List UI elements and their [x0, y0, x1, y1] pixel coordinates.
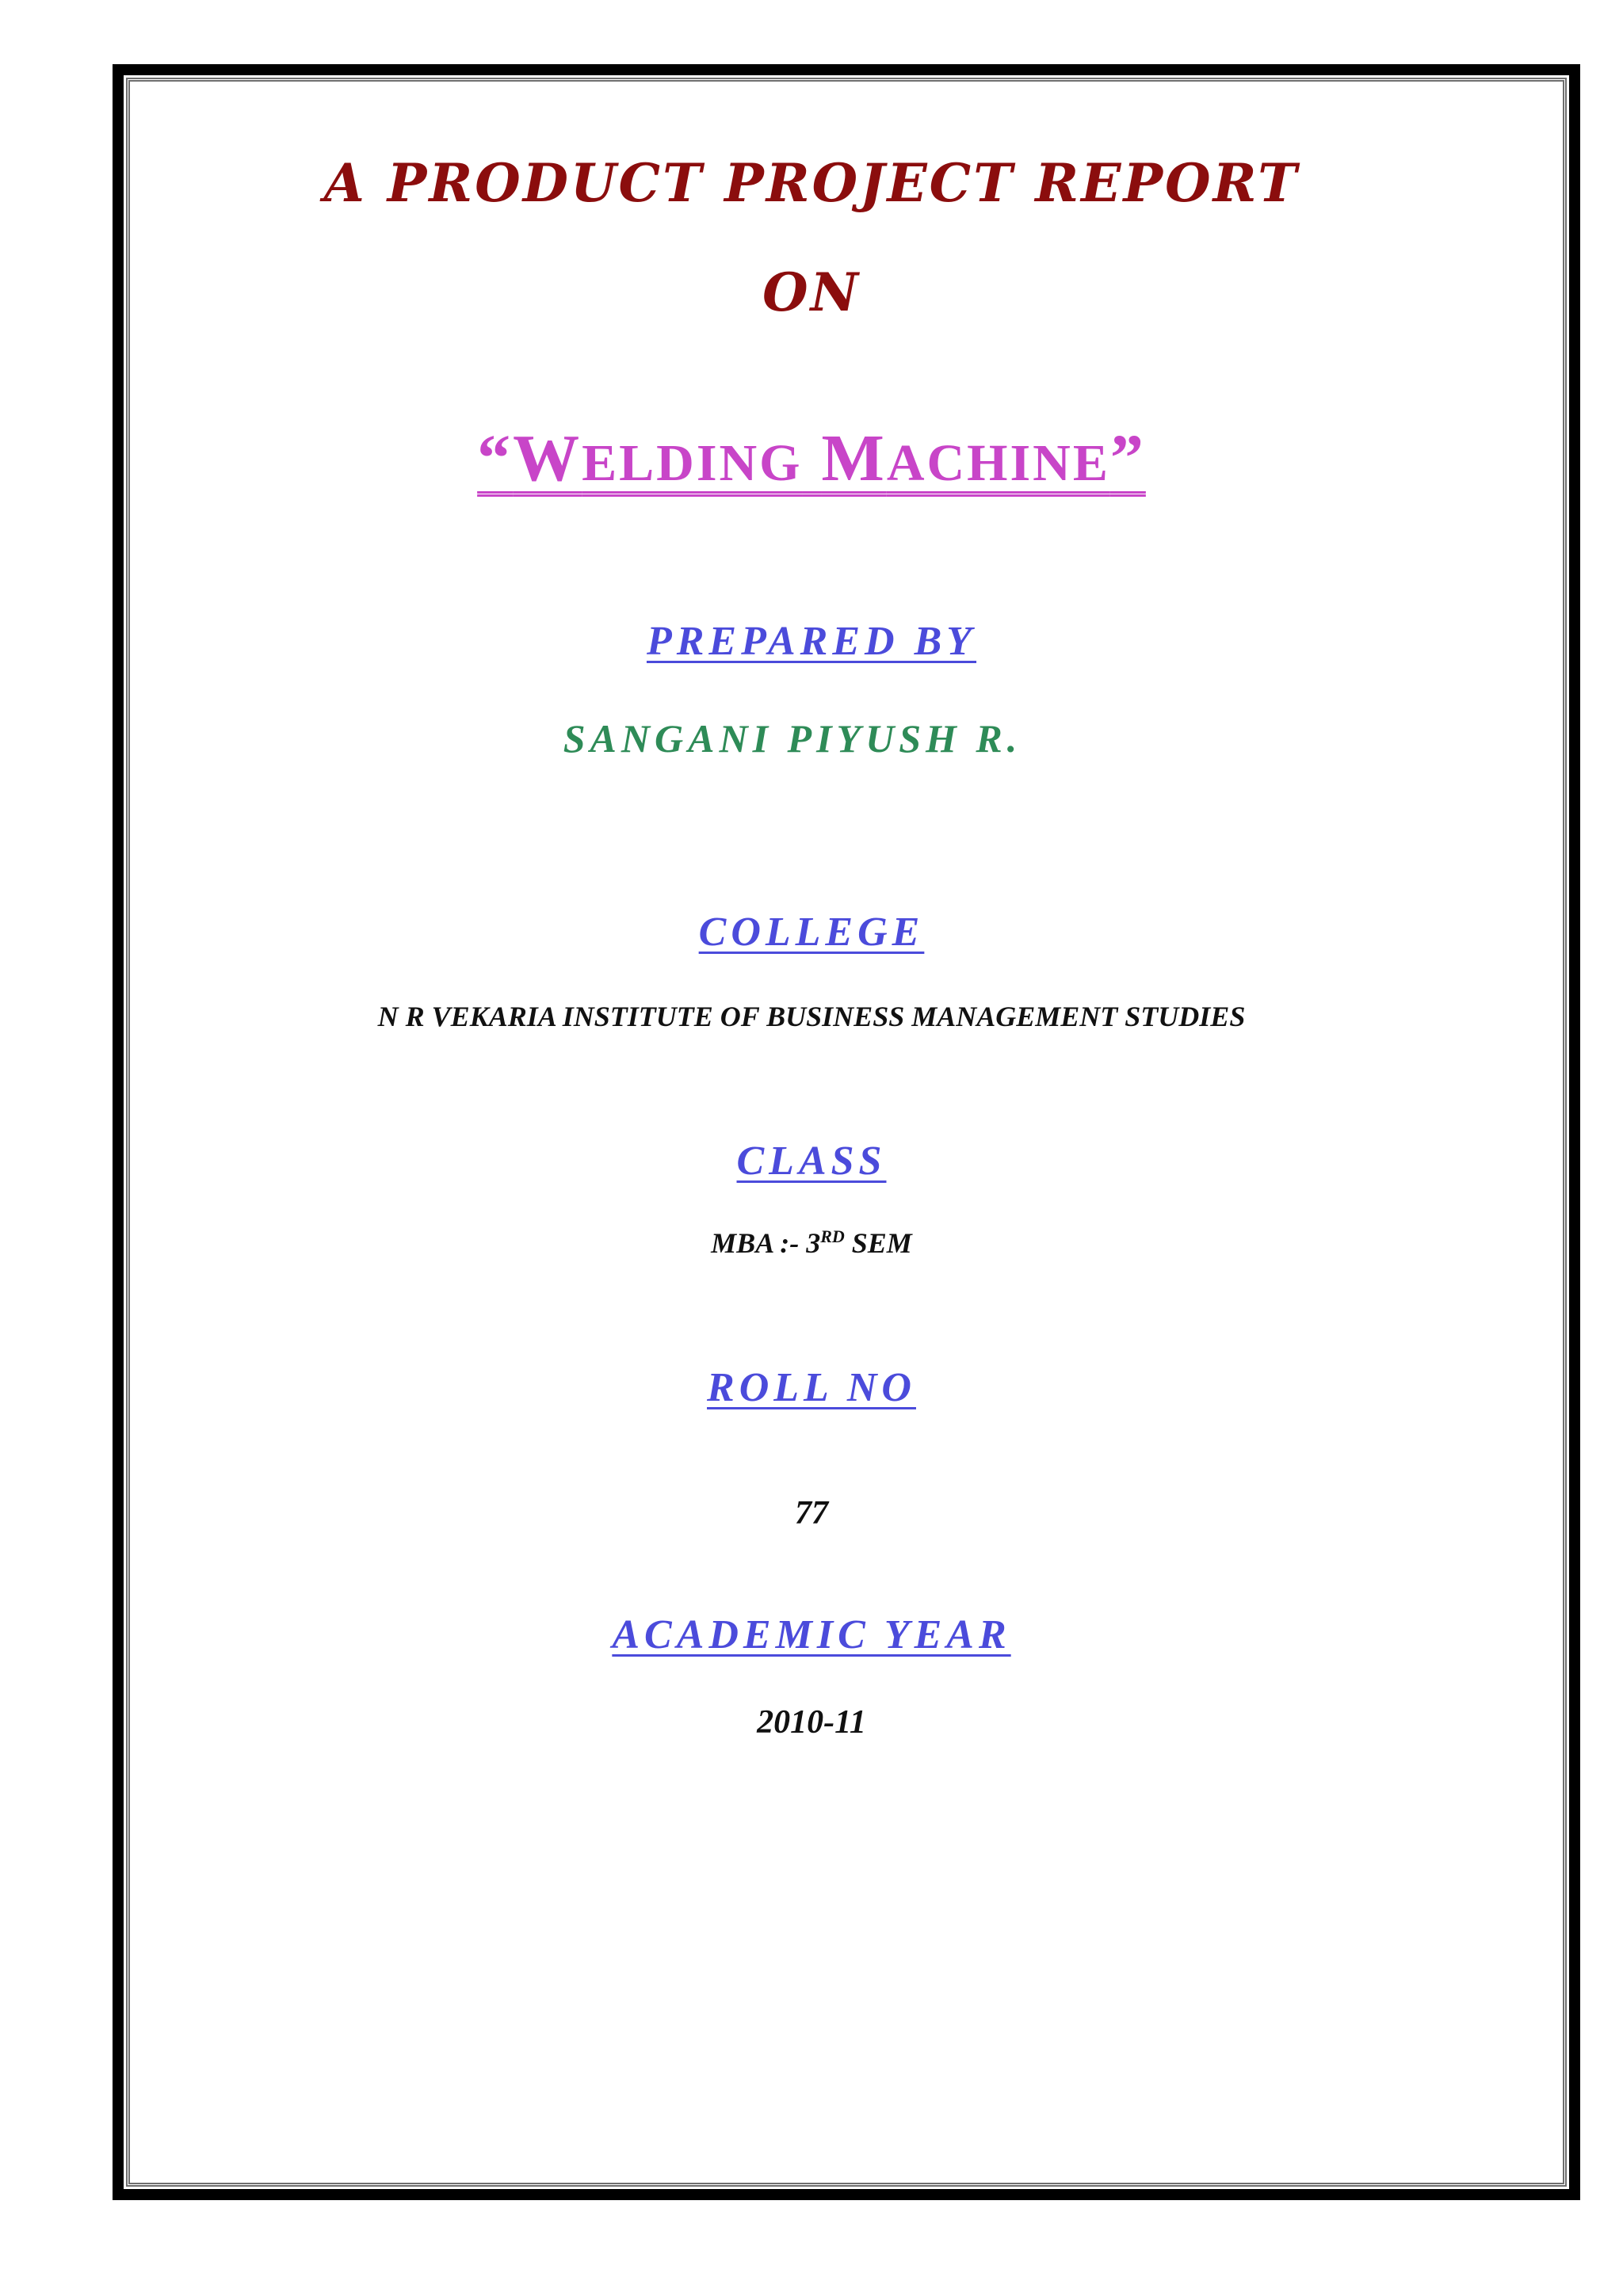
report-title: A PRODUCT PROJECT REPORT	[323, 152, 1300, 214]
class-superscript: RD	[820, 1226, 845, 1246]
prepared-by-heading: PREPARED BY	[646, 619, 977, 664]
roll-number: 77	[795, 1495, 828, 1531]
product-title	[0, 420, 1623, 497]
academic-year-heading: ACADEMIC YEAR	[612, 1612, 1011, 1657]
report-title-on: ON	[762, 261, 861, 323]
product-open-quote: “	[477, 421, 514, 495]
academic-year: 2010-11	[757, 1704, 866, 1741]
product-close-quote: ”	[1109, 421, 1146, 495]
roll-no-heading: ROLL NO	[707, 1365, 916, 1410]
college-name: N R VEKARIA INSTITUTE OF BUSINESS MANAGEMENT STUDIES	[377, 1001, 1246, 1032]
class-suffix: SEM	[844, 1227, 912, 1259]
class-value	[0, 1226, 1623, 1260]
student-name: SANGANI PIYUSH R.	[563, 716, 1022, 761]
product-cap-m: M	[821, 421, 887, 495]
product-cap-w: W	[513, 421, 582, 495]
product-rest-achine: ACHINE	[886, 434, 1110, 492]
class-prefix: MBA :- 3	[711, 1227, 821, 1259]
class-heading: CLASS	[736, 1138, 887, 1184]
page-inner-border	[126, 78, 1567, 2187]
college-heading: COLLEGE	[698, 910, 925, 955]
product-rest-elding: ELDING	[582, 434, 803, 492]
